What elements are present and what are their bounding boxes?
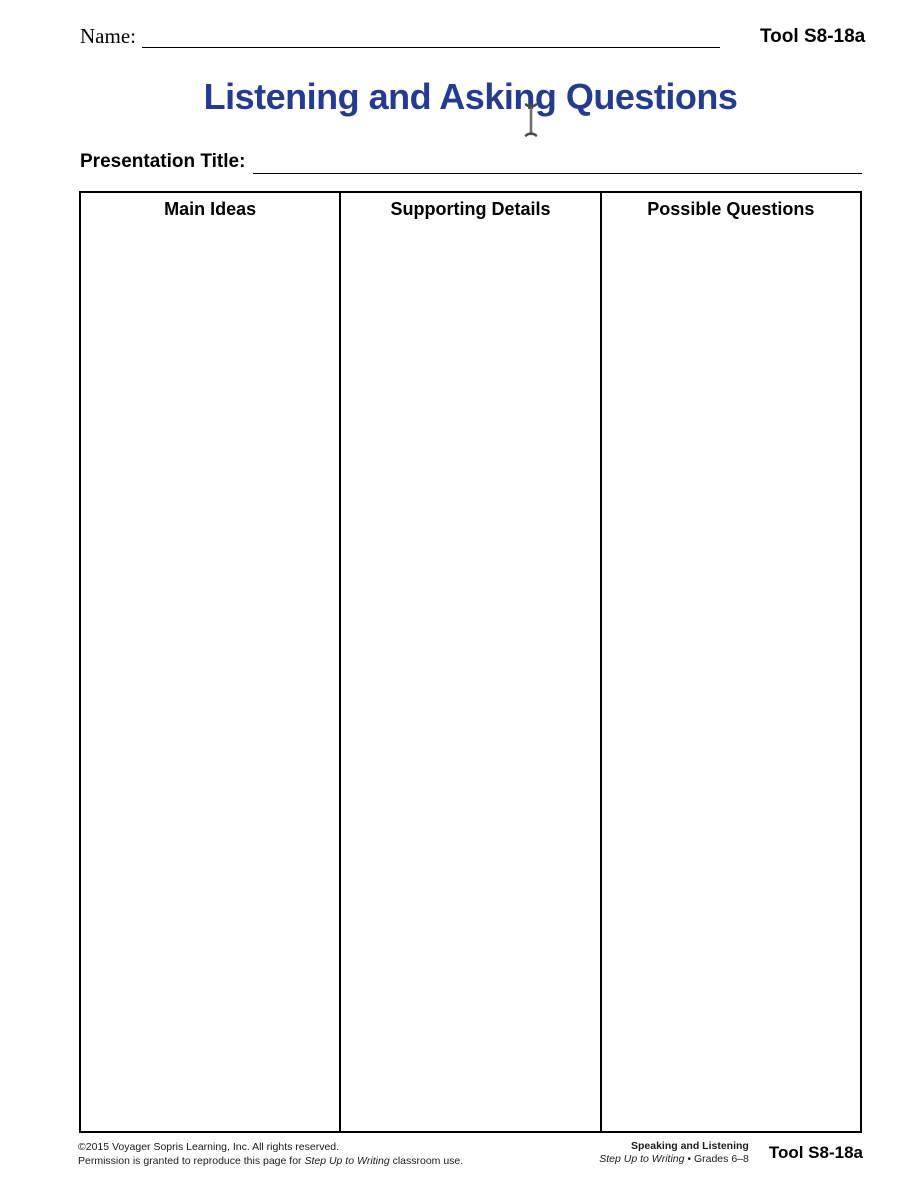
presentation-title-label: Presentation Title: [80,151,246,172]
tool-number-top: Tool S8-18a [759,26,866,47]
permission-suffix: classroom use. [389,1154,464,1167]
series-grades: • Grades 6–8 [684,1153,749,1165]
presentation-title-row [80,150,862,174]
column-possible-questions [600,193,860,1131]
note-taking-table [79,191,862,1133]
name-row [80,24,866,48]
page-title: Listening and Asking Questions [203,76,738,117]
column-header-supporting-details: Supporting Details [390,199,551,219]
copyright-block [78,1141,463,1168]
name-label: Name: [80,24,136,48]
permission-line [78,1155,463,1169]
text-ibeam-cursor [522,101,540,139]
tool-number-bottom: Tool S8-18a [768,1143,863,1162]
series-section-label: Speaking and Listening [630,1140,749,1152]
permission-series-title: Step Up to Writing [304,1154,390,1167]
series-credit-block [599,1140,749,1166]
presentation-title-fill-in-line[interactable] [253,150,862,174]
column-header-possible-questions: Possible Questions [647,199,815,219]
column-body-supporting-details[interactable] [341,220,599,1131]
series-title: Step Up to Writing [599,1153,685,1165]
column-body-main-ideas[interactable] [81,220,339,1131]
column-body-possible-questions[interactable] [602,220,860,1131]
name-fill-in-line[interactable] [142,24,720,48]
column-supporting-details [339,193,599,1131]
copyright-line: ©2015 Voyager Sopris Learning, Inc. All rights reserved. [78,1141,340,1153]
column-main-ideas [81,193,339,1131]
footer-right-block [599,1140,863,1166]
column-header-main-ideas: Main Ideas [164,199,257,219]
series-grade-line [599,1153,749,1166]
permission-prefix: Permission is granted to reproduce this page for [78,1154,305,1167]
